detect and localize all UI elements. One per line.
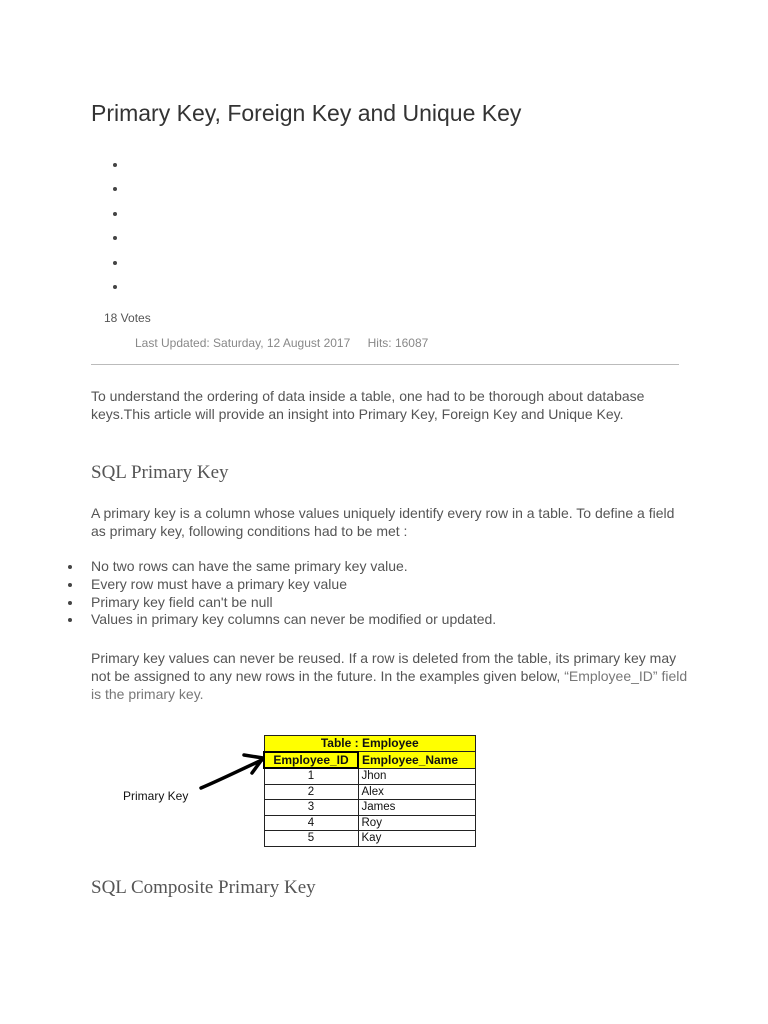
list-item: Primary key field can't be null [91,594,496,612]
table-caption-row [264,736,476,752]
vote-count: 18 Votes [104,311,151,325]
hit-count: Hits: 16087 [367,336,429,350]
column-header-employee-id: Employee_ID [264,752,358,769]
table-header-row [264,752,476,769]
table-cell: Roy [358,815,476,831]
rating-star-4[interactable] [108,225,120,249]
table-cell: Jhon [358,768,476,784]
column-header-employee-name: Employee_Name [358,752,476,769]
table-row [264,800,476,816]
reuse-text: Primary key values can never be reused. If a row is deleted from the table, its primary key may not be assigned to any new rows in the future. In the examples given below, [91,650,677,685]
primary-key-definition: A primary key is a column whose values uniquely identify every row in a table. To define a field as primary key, following conditions had to be met : [91,505,675,540]
table-cell: 5 [264,831,358,847]
primary-key-pointer-label: Primary Key [123,789,189,803]
primary-key-conditions [91,558,496,629]
rating-stars[interactable] [108,152,120,298]
table-cell: 3 [264,800,358,816]
rating-star-6[interactable] [108,274,120,298]
table-cell: Alex [358,784,476,800]
rating-star-2[interactable] [108,176,120,200]
rating-star-1[interactable] [108,152,120,176]
list-item: No two rows can have the same primary key value. [91,558,496,576]
rating-star-5[interactable] [108,250,120,274]
table-cell: 1 [264,768,358,784]
employee-table [263,735,476,847]
table-row [264,768,476,784]
primary-key-reuse-paragraph [91,649,691,704]
table-row [264,784,476,800]
table-cell: James [358,800,476,816]
table-cell: 4 [264,815,358,831]
list-item: Values in primary key columns can never be modified or updated. [91,611,497,628]
section-heading-primary-key: SQL Primary Key [91,462,229,483]
last-updated: Last Updated: Saturday, 12 August 2017 [135,336,351,350]
reuse-highlight: “Employee_ID” field is the primary key. [91,668,688,703]
article-title: Primary Key, Foreign Key and Unique Key [91,100,522,126]
article-meta [135,336,428,350]
table-caption: Table : Employee [264,736,476,752]
table-row [264,831,476,847]
table-cell: Kay [358,831,476,847]
divider [91,364,679,365]
intro-paragraph: To understand the ordering of data inside a table, one had to be thorough about database keys.This article will provide an insight into Primary Key, Foreign Key and Unique Key. [91,388,645,423]
table-cell: 2 [264,784,358,800]
table-row [264,815,476,831]
rating-star-3[interactable] [108,201,120,225]
section-heading-composite-primary-key: SQL Composite Primary Key [91,877,316,898]
list-item: Every row must have a primary key value [91,576,496,594]
